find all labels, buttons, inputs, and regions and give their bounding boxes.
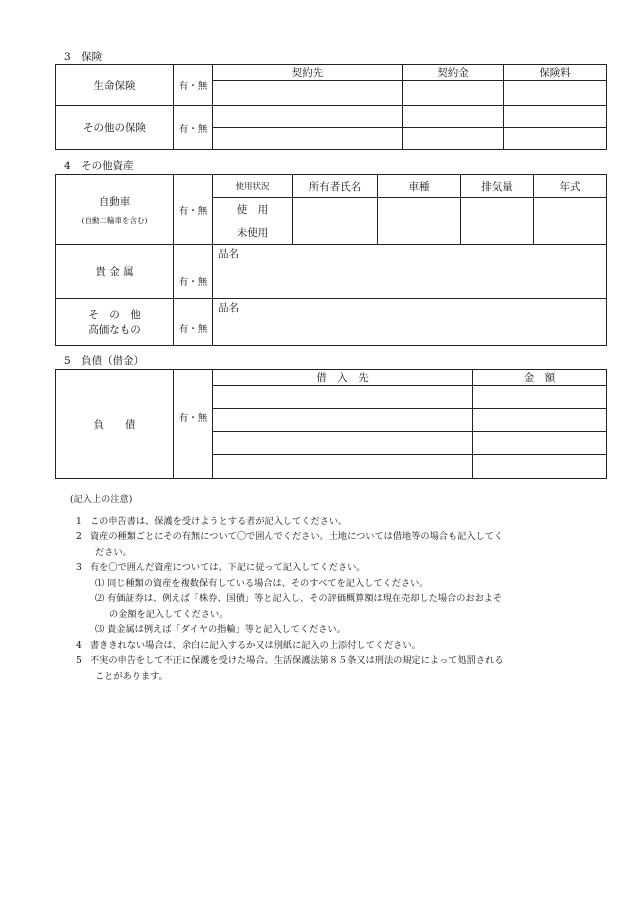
other-valuables-yn[interactable]: 有・無: [174, 299, 213, 346]
year-cell[interactable]: [534, 198, 607, 245]
header-contractor: 契約先: [213, 65, 403, 81]
lender-cell-2[interactable]: [213, 409, 473, 432]
header-displacement: 排気量: [461, 175, 534, 198]
lender-cell-3[interactable]: [213, 432, 473, 455]
note-text: 不実の申告をして不正に保護を受けた場合、生活保護法第８５条又は刑法の規定によって処罰される: [90, 655, 504, 666]
other-amount-cell-2[interactable]: [403, 128, 504, 150]
note-continuation: ださい。: [95, 546, 132, 558]
header-model-year: 年式: [534, 175, 607, 198]
note-subitem: ⑵ 有価証券は、例えば「株券、国債」等と記入し、その評価概算額は現在売却した場合のおおよそ: [95, 593, 503, 604]
owner-cell[interactable]: [293, 198, 378, 245]
precious-metals-yn[interactable]: 有・無: [174, 245, 213, 299]
other-valuables-label-cell: [56, 299, 174, 346]
note-item: [60, 638, 600, 654]
life-amount-cell[interactable]: [403, 81, 504, 106]
model-cell[interactable]: [378, 198, 461, 245]
section5-title: 5 負債（借金）: [64, 355, 145, 367]
other-premium-cell-1[interactable]: [504, 106, 607, 128]
other-item-label: 品名: [218, 302, 239, 314]
note-text: この申告書は、保護を受けようとする者が記入してください。: [90, 515, 348, 527]
displacement-cell[interactable]: [461, 198, 534, 245]
other-valuables-label-1: そ の 他: [88, 309, 141, 321]
precious-item-cell[interactable]: [213, 245, 607, 299]
note-number: 4: [76, 639, 82, 651]
note-subitem: ⑶ 貴金属は例えば「ダイヤの指輪」等と記入してください。: [95, 624, 346, 635]
note-number: 2: [76, 531, 82, 542]
note-text: 資産の種類ごとにその有無について〇で囲んでください。土地については借地等の場合も記入してく: [90, 531, 504, 542]
car-label-cell: [56, 175, 174, 245]
debt-amount-cell-2[interactable]: [473, 409, 607, 432]
notes-heading: (記入上の注意): [70, 494, 133, 505]
note-item: [60, 529, 600, 545]
other-item-cell[interactable]: [213, 299, 607, 346]
debt-amount-cell-1[interactable]: [473, 386, 607, 409]
insurance-table: [55, 64, 607, 150]
note-continuation: の金額を記入してください。: [109, 608, 229, 620]
other-contractor-cell-2[interactable]: [213, 128, 403, 150]
section3-title: 3 保険: [64, 51, 103, 63]
car-yn[interactable]: 有・無: [174, 175, 213, 245]
header-car-model: 車種: [378, 175, 461, 198]
car-sublabel: (自動二輪車を含む): [81, 215, 148, 225]
life-insurance-yn[interactable]: 有・無: [174, 65, 213, 106]
lender-cell-1[interactable]: [213, 386, 473, 409]
debt-label: 負 債: [56, 370, 174, 479]
other-insurance-yn[interactable]: 有・無: [174, 106, 213, 150]
header-debt-amount: 金 額: [473, 370, 607, 386]
note-item: [60, 560, 600, 576]
header-premium: 保険料: [504, 65, 607, 81]
note-text: 有を〇で囲んだ資産については、下記に従って記入してください。: [90, 562, 366, 573]
life-contractor-cell[interactable]: [213, 81, 403, 106]
note-item: [60, 514, 600, 530]
header-lender: 借 入 先: [213, 370, 473, 386]
header-contract-amount: 契約金: [403, 65, 504, 81]
other-assets-table: [55, 174, 607, 346]
note-item: [60, 653, 600, 669]
life-insurance-label: 生命保険: [56, 65, 174, 106]
note-subitem: ⑴ 同じ種類の資産を複数保有している場合は、そのすべてを記入してください。: [95, 577, 429, 589]
note-continuation: ことがあります。: [95, 670, 168, 682]
status-unused[interactable]: 未使用: [213, 221, 293, 245]
debt-yn[interactable]: 有・無: [174, 370, 213, 479]
note-number: 5: [76, 655, 82, 666]
debt-table: [55, 369, 607, 479]
header-owner-name: 所有者氏名: [293, 175, 378, 198]
debt-amount-cell-3[interactable]: [473, 432, 607, 455]
car-label: 自動車: [98, 195, 131, 208]
other-contractor-cell-1[interactable]: [213, 106, 403, 128]
precious-metals-label: 貴 金 属: [56, 245, 174, 299]
status-used[interactable]: 使 用: [213, 198, 293, 221]
life-premium-cell[interactable]: [504, 81, 607, 106]
note-text: 書ききれない場合は、余白に記入するか又は別紙に記入の上添付してください。: [90, 639, 421, 651]
other-valuables-label-2: 高価なもの: [88, 324, 141, 336]
note-number: 1: [76, 515, 82, 527]
other-insurance-label: その他の保険: [56, 106, 174, 150]
precious-item-label: 品名: [218, 248, 239, 260]
other-premium-cell-2[interactable]: [504, 128, 607, 150]
notes-section: [60, 492, 600, 684]
section4-title: 4 その他資産: [64, 160, 134, 172]
note-number: 3: [76, 562, 82, 573]
debt-amount-cell-4[interactable]: [473, 455, 607, 479]
lender-cell-4[interactable]: [213, 455, 473, 479]
header-usage-status: 使用状況: [213, 175, 293, 198]
other-amount-cell-1[interactable]: [403, 106, 504, 128]
